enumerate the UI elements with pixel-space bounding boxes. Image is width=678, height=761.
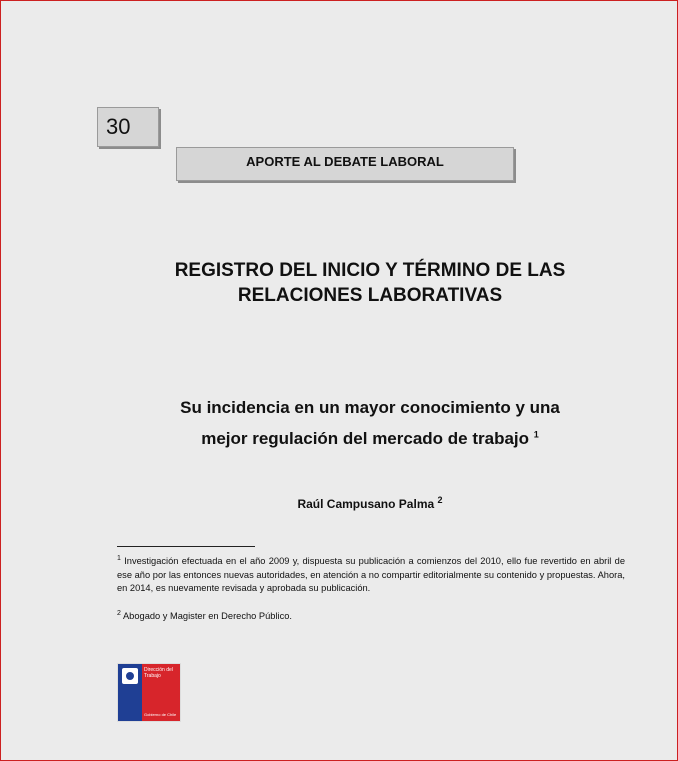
subtitle-line-2-text: mejor regulación del mercado de trabajo [201, 429, 530, 448]
logo-blue-panel [118, 664, 142, 721]
direccion-del-trabajo-logo [117, 663, 181, 722]
author-name: Raúl Campusano Palma [297, 497, 435, 511]
logo-red-panel [142, 664, 180, 721]
issue-number: 30 [106, 114, 131, 139]
logo-line-2: Trabajo [144, 673, 161, 679]
subtitle-line-2 [100, 423, 640, 454]
document-subtitle [100, 392, 640, 454]
footnote-2-text: Abogado y Magister en Derecho Público. [122, 611, 292, 621]
footnote-2 [117, 610, 625, 624]
issue-number-box [97, 107, 159, 147]
footnote-ref-1: 1 [533, 429, 539, 440]
document-title [100, 258, 640, 308]
author [200, 497, 540, 511]
subtitle-line-1: Su incidencia en un mayor conocimiento y una [180, 398, 560, 417]
title-line-2: RELACIONES LABORATIVAS [237, 285, 503, 306]
footnote-2-mark: 2 [117, 609, 121, 617]
footnote-1 [117, 555, 625, 596]
coat-of-arms-icon [122, 668, 138, 684]
logo-line-1: Dirección del [144, 667, 173, 673]
footnote-ref-2: 2 [437, 495, 443, 505]
logo-bottom-text: Gobierno de Chile [144, 712, 177, 717]
title-line-1: REGISTRO DEL INICIO Y TÉRMINO DE LAS [174, 260, 566, 281]
series-label: APORTE AL DEBATE LABORAL [246, 154, 444, 169]
series-banner [176, 147, 514, 181]
footnote-1-text: Investigación efectuada en el año 2009 y, dispuesta su publicación a comienzos del 2010, ello fue revertido en abril de ese año por las entonces nuevas autoridades, en atención a no compartir editorialmente su contenido y propuestas. Ahora, en 2014, es nuevamente revisada y aprobada su publicación. [117, 556, 625, 593]
footnote-divider [117, 546, 255, 547]
footnote-1-mark: 1 [117, 554, 121, 562]
